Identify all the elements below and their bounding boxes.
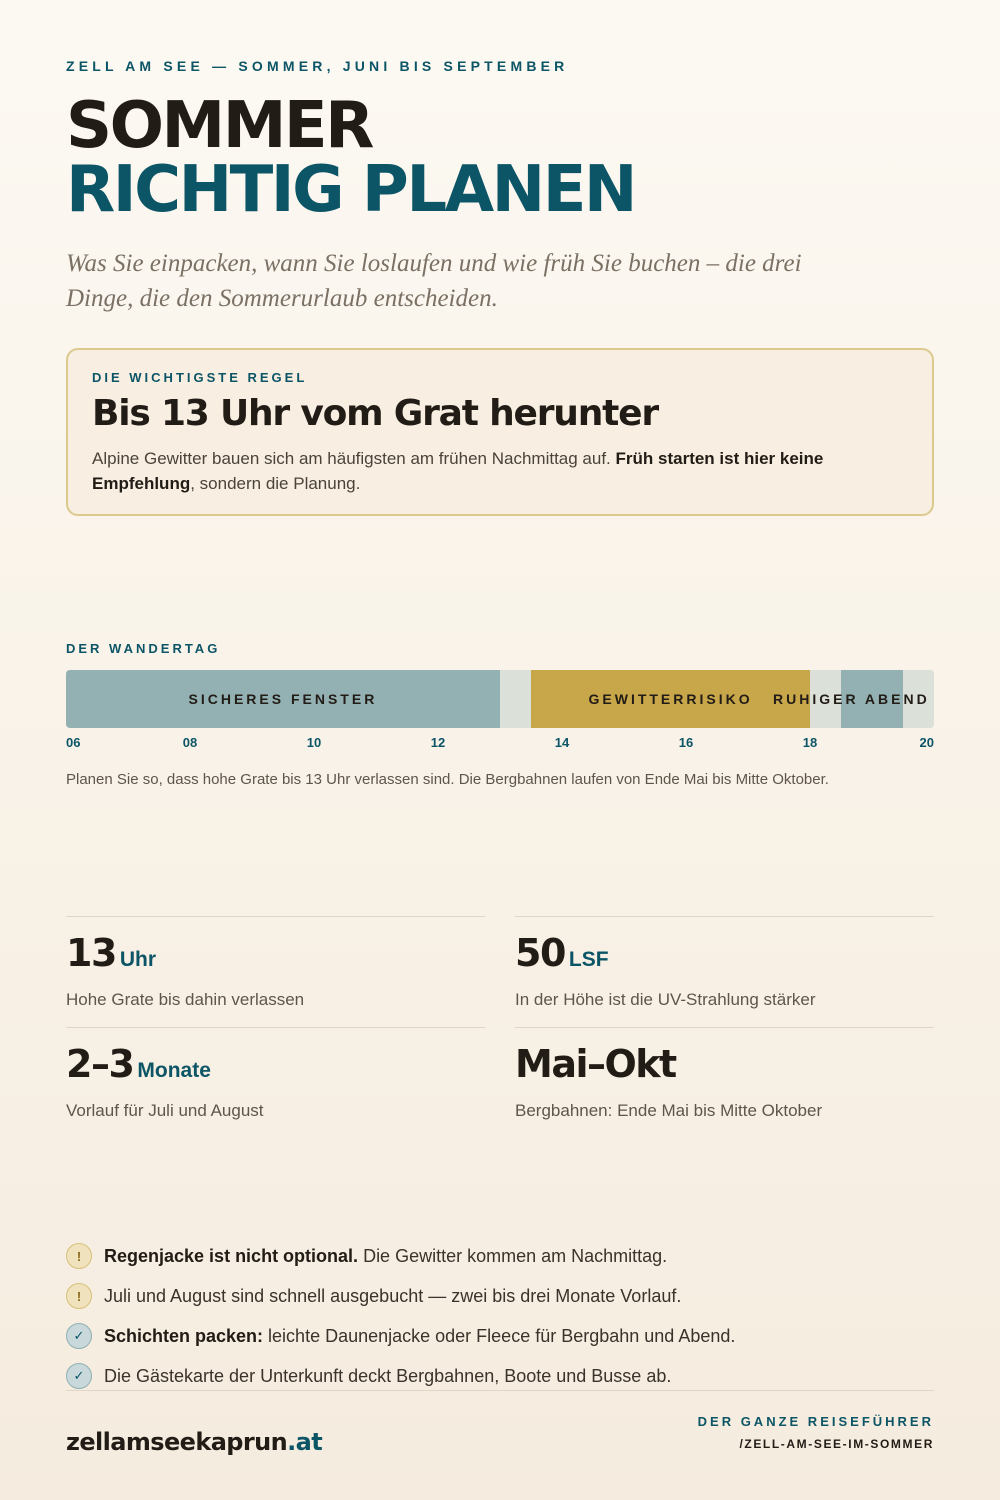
axis-tick-label: 16: [678, 735, 694, 750]
stat-unit: LSF: [568, 948, 609, 971]
axis-tick-label: 08: [182, 735, 198, 750]
title-line-2: RICHTIG PLANEN: [66, 153, 635, 227]
guide-link[interactable]: /ZELL-AM-SEE-IM-SOMMER: [739, 1437, 934, 1451]
day-note: Planen Sie so, dass hohe Grate bis 13 Uhr verlassen sind. Die Bergbahnen laufen von Ende Mai bis Mitte Oktober.: [66, 771, 829, 788]
footer-divider: [66, 1390, 934, 1391]
warning-icon: !: [66, 1283, 92, 1309]
axis-tick-label: 14: [554, 735, 570, 750]
axis-tick-label: 18: [802, 735, 818, 750]
brand-tld: .at: [287, 1428, 323, 1456]
timeline-segment-label: SICHERES FENSTER: [188, 691, 378, 707]
day-label: DER WANDERTAG: [66, 641, 221, 656]
rule-label: DIE WICHTIGSTE REGEL: [92, 370, 308, 385]
rule-headline: Bis 13 Uhr vom Grat herunter: [92, 393, 658, 434]
timeline-axis: [66, 735, 934, 753]
brand-name: zellamseekaprun: [66, 1428, 288, 1456]
stat-description: Hohe Grate bis dahin verlassen: [66, 990, 305, 1009]
timeline-segment-label: RUHIGER ABEND: [773, 691, 930, 707]
eyebrow: ZELL AM SEE — SOMMER, JUNI BIS SEPTEMBER: [66, 58, 569, 74]
rule-callout: [66, 348, 934, 516]
stat-season: [515, 1027, 934, 1138]
page-title: [66, 89, 635, 227]
stat-value: 50 LSF: [515, 931, 609, 975]
stat-value: 2–3 Monate: [66, 1042, 211, 1086]
stat-booking: [66, 1027, 485, 1138]
rule-body: [92, 446, 908, 496]
stat-unit: Monate: [137, 1059, 211, 1082]
check-text: Schichten packen: leichte Daunenjacke oder Fleece für Bergbahn und Abend.: [104, 1325, 736, 1346]
stat-spf: [515, 916, 934, 1027]
warning-icon: !: [66, 1243, 92, 1269]
stat-description: Bergbahnen: Ende Mai bis Mitte Oktober: [515, 1101, 823, 1120]
check-text: Die Gästekarte der Unterkunft deckt Bergbahnen, Boote und Busse ab.: [104, 1365, 672, 1386]
stat-value: Mai–Okt: [515, 1042, 676, 1086]
checkmark-icon: ✓: [66, 1323, 92, 1349]
stat-description: In der Höhe ist die UV-Strahlung stärker: [515, 990, 816, 1009]
timeline-segment-label: GEWITTERRISIKO: [588, 691, 753, 707]
title-line-1: SOMMER: [66, 89, 372, 163]
timeline-gap: [500, 670, 531, 728]
stat-description: Vorlauf für Juli und August: [66, 1101, 264, 1120]
checklist: [66, 1236, 934, 1396]
check-item: [66, 1236, 934, 1276]
stat-unit: Uhr: [119, 948, 157, 971]
rule-body-start: Alpine Gewitter bauen sich am häufigsten am frühen Nachmittag auf.: [92, 449, 616, 468]
stat-value: 13 Uhr: [66, 931, 157, 975]
checkmark-icon: ✓: [66, 1363, 92, 1389]
axis-tick-label: 20: [919, 735, 934, 750]
axis-tick-label: 10: [306, 735, 322, 750]
guide-label: DER GANZE REISEFÜHRER: [697, 1414, 934, 1429]
brand-link[interactable]: [66, 1428, 322, 1456]
axis-tick-label: 12: [430, 735, 446, 750]
check-item: [66, 1316, 934, 1356]
rule-body-end: , sondern die Planung.: [190, 474, 361, 493]
check-text: Juli und August sind schnell ausgebucht — zwei bis drei Monate Vorlauf.: [104, 1285, 682, 1306]
axis-tick-label: 06: [66, 735, 81, 750]
check-item: [66, 1276, 934, 1316]
check-text: Regenjacke ist nicht optional. Die Gewitter kommen am Nachmittag.: [104, 1245, 668, 1266]
stat-time: [66, 916, 485, 1027]
day-timeline: [66, 670, 934, 728]
subtitle: Was Sie einpacken, wann Sie loslaufen und wie früh Sie buchen – die drei Dinge, die den Sommerurlaub entscheiden.: [66, 250, 802, 312]
rule-body-bold: Früh starten ist hier keine Empfehlung: [92, 449, 824, 493]
